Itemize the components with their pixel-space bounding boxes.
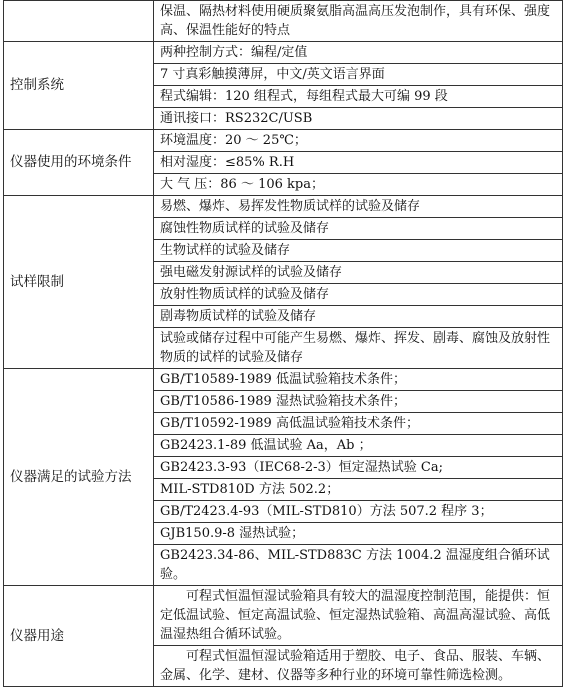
spec-cell: 保温、隔热材料使用硬质聚氨脂高温高压发泡制作，具有环保、强度高、保温性能好的特点 <box>154 1 563 42</box>
section-label: 控制系统 <box>4 42 154 130</box>
spec-cell: 试验或储存过程中可能产生易燃、爆炸、挥发、剧毒、腐蚀及放射性物质的试样的试验及储存 <box>154 328 563 369</box>
spec-cell: 7 寸真彩触摸薄屏，中文/英文语言界面 <box>154 64 563 86</box>
section-label: 仪器使用的环境条件 <box>4 130 154 196</box>
section-label <box>4 1 154 42</box>
section-label: 试样限制 <box>4 196 154 369</box>
spec-cell: 大 气 压：86 ～ 106 kpa； <box>154 174 563 196</box>
spec-cell: GB2423.3-93（IEC68-2-3）恒定湿热试验 Ca; <box>154 457 563 479</box>
spec-cell: GB/T10586-1989 湿热试验箱技术条件； <box>154 391 563 413</box>
spec-cell: 通讯接口：RS232C/USB <box>154 108 563 130</box>
spec-cell: 放射性物质试样的试验及储存 <box>154 284 563 306</box>
spec-cell: GB2423.1-89 低温试验 Aa，Ab ； <box>154 435 563 457</box>
table-row <box>4 586 563 646</box>
table-row <box>4 1 563 42</box>
spec-cell: 可程式恒温恒湿试验箱具有较大的温湿度控制范围，能提供：恒定低温试验、恒定高温试验、恒定湿热试验箱、高温高湿试验、高低温湿热组合循环试验。 <box>154 586 563 646</box>
section-label: 仪器用途 <box>4 586 154 687</box>
spec-table <box>3 0 563 687</box>
spec-cell: GB/T10592-1989 高低温试验箱技术条件； <box>154 413 563 435</box>
spec-cell: MIL-STD810D 方法 502.2； <box>154 479 563 501</box>
table-row <box>4 42 563 64</box>
spec-cell: 程式编辑：120 组程式，每组程式最大可编 99 段 <box>154 86 563 108</box>
spec-table-body <box>4 1 563 687</box>
spec-cell: GB/T2423.4-93（MIL-STD810）方法 507.2 程序 3； <box>154 501 563 523</box>
table-row <box>4 196 563 218</box>
table-row <box>4 369 563 391</box>
table-row <box>4 130 563 152</box>
section-label: 仪器满足的试验方法 <box>4 369 154 586</box>
spec-cell: GB/T10589-1989 低温试验箱技术条件； <box>154 369 563 391</box>
spec-cell: 环境温度：20 ～ 25℃； <box>154 130 563 152</box>
spec-cell: 可程式恒温恒湿试验箱适用于塑胶、电子、食品、服装、车辆、金属、化学、建材、仪器等多种行业的环境可靠性筛选检测。 <box>154 646 563 687</box>
spec-cell: 相对湿度：≤85% R.H <box>154 152 563 174</box>
spec-cell: 生物试样的试验及储存 <box>154 240 563 262</box>
spec-cell: 腐蚀性物质试样的试验及储存 <box>154 218 563 240</box>
spec-cell: 易燃、爆炸、易挥发性物质试样的试验及储存 <box>154 196 563 218</box>
spec-cell: 两种控制方式：编程/定值 <box>154 42 563 64</box>
spec-cell: 剧毒物质试样的试验及储存 <box>154 306 563 328</box>
spec-cell: 强电磁发射源试样的试验及储存 <box>154 262 563 284</box>
spec-cell: GJB150.9-8 湿热试验； <box>154 523 563 545</box>
spec-cell: GB2423.34-86、MIL-STD883C 方法 1004.2 温湿度组合循环试验。 <box>154 545 563 586</box>
